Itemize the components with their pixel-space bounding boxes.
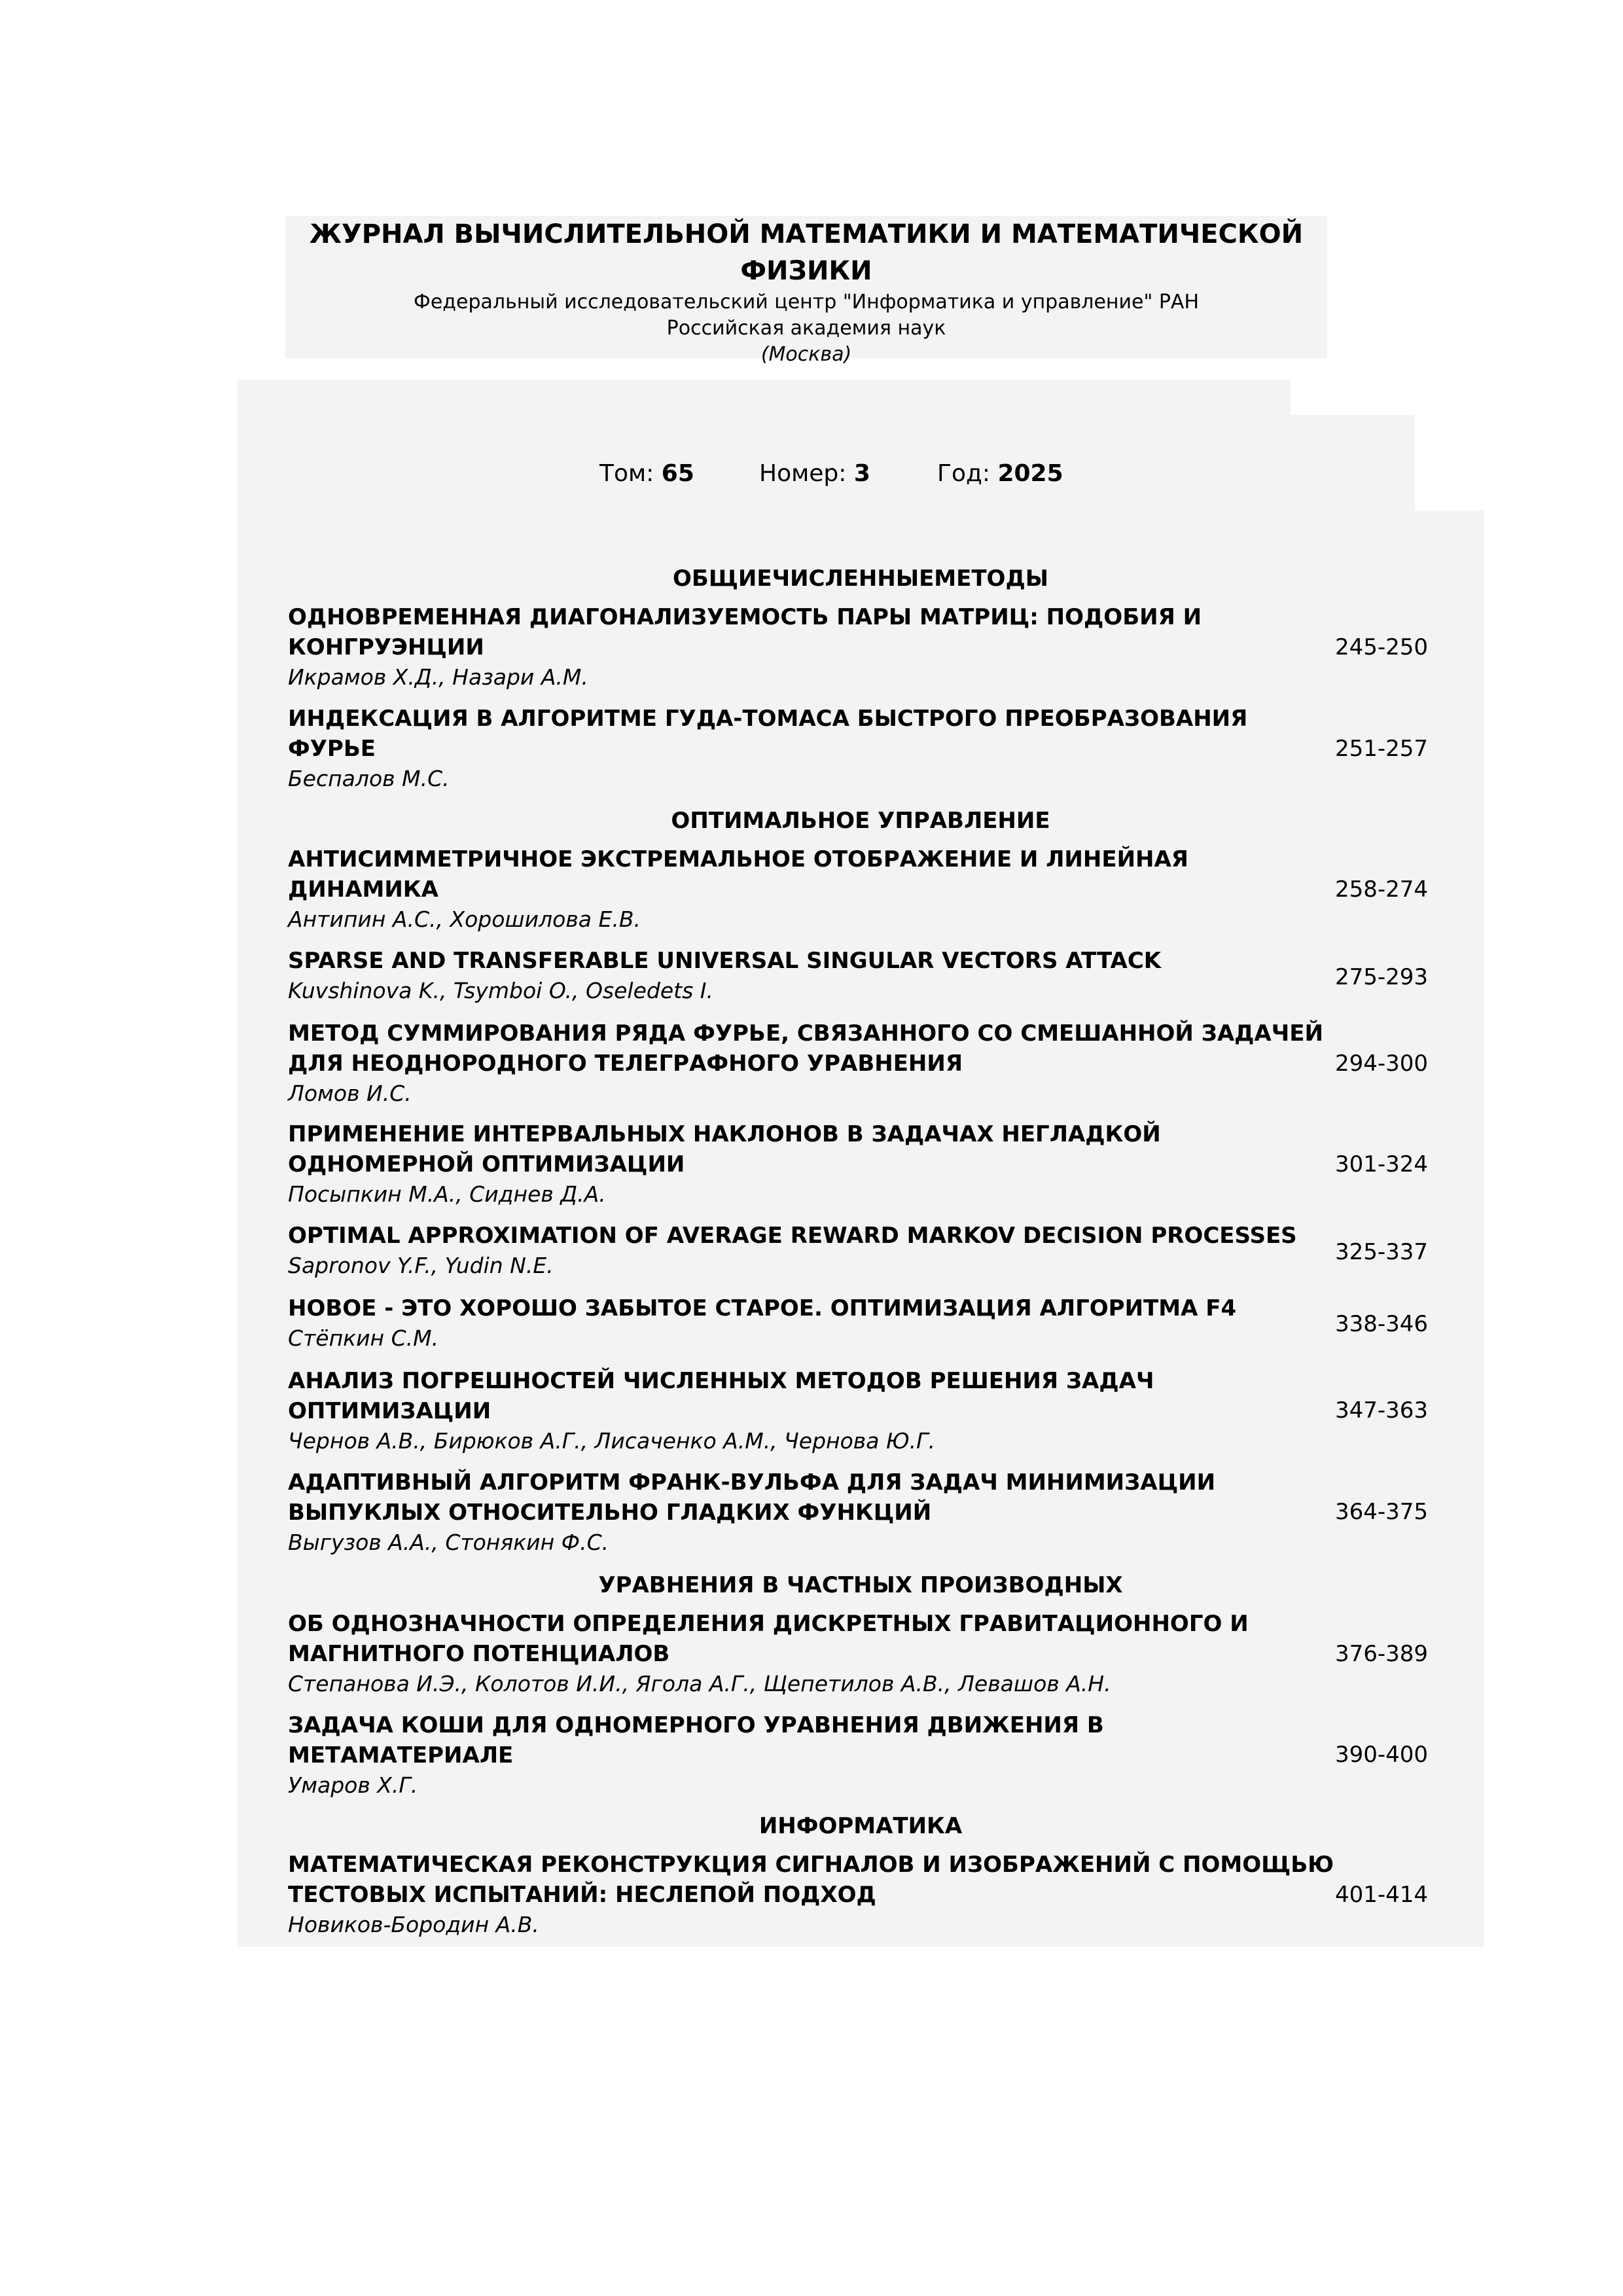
article-pages: 245-250 — [1335, 634, 1429, 660]
article-authors: Икрамов Х.Д., Назари А.М. — [288, 664, 588, 690]
article-pages: 364-375 — [1335, 1499, 1429, 1525]
article-title[interactable]: ЗАДАЧА КОШИ ДЛЯ ОДНОМЕРНОГО УРАВНЕНИЯ ДВИЖЕНИЯ В МЕТАМАТЕРИАЛЕ — [288, 1712, 1104, 1768]
article — [288, 1221, 1335, 1281]
article-pages: 294-300 — [1335, 1050, 1429, 1077]
article-title[interactable]: НОВОЕ - ЭТО ХОРОШО ЗАБЫТОЕ СТАРОЕ. ОПТИМИЗАЦИЯ АЛГОРИТМА F4 — [288, 1295, 1237, 1321]
article — [288, 1018, 1335, 1109]
article — [288, 704, 1335, 794]
article — [288, 1850, 1335, 1940]
article-title[interactable]: ПРИМЕНЕНИЕ ИНТЕРВАЛЬНЫХ НАКЛОНОВ В ЗАДАЧАХ НЕГЛАДКОЙ ОДНОМЕРНОЙ ОПТИМИЗАЦИИ — [288, 1121, 1161, 1177]
journal-city: (Москва) — [760, 343, 852, 366]
article-pages: 390-400 — [1335, 1742, 1429, 1768]
article-authors: Выгузов А.А., Стонякин Ф.С. — [288, 1530, 609, 1555]
year — [937, 459, 1063, 488]
article — [288, 1366, 1335, 1456]
number-label: Номер: — [759, 460, 847, 487]
number-value: 3 — [853, 460, 870, 487]
year-value: 2025 — [997, 460, 1063, 487]
volume — [599, 459, 694, 488]
article-title[interactable]: АНАЛИЗ ПОГРЕШНОСТЕЙ ЧИСЛЕННЫХ МЕТОДОВ РЕШЕНИЯ ЗАДАЧ ОПТИМИЗАЦИИ — [288, 1368, 1154, 1424]
section-title: ИНФОРМАТИКА — [758, 1813, 963, 1839]
article-pages: 275-293 — [1335, 964, 1429, 990]
article-title[interactable]: SPARSE AND TRANSFERABLE UNIVERSAL SINGULAR VECTORS ATTACK — [288, 948, 1162, 974]
article-pages: 301-324 — [1335, 1151, 1429, 1177]
article-pages: 258-274 — [1335, 876, 1429, 903]
article-title[interactable]: OPTIMAL APPROXIMATION OF AVERAGE REWARD MARKOV DECISION PROCESSES — [288, 1223, 1297, 1249]
article-title[interactable]: МЕТОД СУММИРОВАНИЯ РЯДА ФУРЬЕ, СВЯЗАННОГО СО СМЕШАННОЙ ЗАДАЧЕЙ ДЛЯ НЕОДНОРОДНОГО ТЕЛЕГРАФНОГО УРАВНЕНИЯ — [288, 1020, 1323, 1077]
article-pages: 401-414 — [1335, 1882, 1429, 1908]
journal-title: ЖУРНАЛ ВЫЧИСЛИТЕЛЬНОЙ МАТЕМАТИКИ И МАТЕМАТИЧЕСКОЙ ФИЗИКИ — [309, 219, 1304, 286]
article-pages: 347-363 — [1335, 1397, 1429, 1424]
article-authors: Чернов А.В., Бирюков А.Г., Лисаченко А.М., Чернова Ю.Г. — [288, 1428, 935, 1454]
article-authors: Sapronov Y.F., Yudin N.E. — [288, 1253, 554, 1278]
section-title: ОПТИМАЛЬНОЕ УПРАВЛЕНИЕ — [671, 808, 1050, 834]
article — [288, 1609, 1335, 1699]
volume-label: Том: — [599, 460, 654, 487]
article-authors: Стёпкин С.М. — [288, 1325, 439, 1351]
article-title[interactable]: ОБ ОДНОЗНАЧНОСТИ ОПРЕДЕЛЕНИЯ ДИСКРЕТНЫХ ГРАВИТАЦИОННОГО И МАГНИТНОГО ПОТЕНЦИАЛОВ — [288, 1611, 1249, 1667]
section-title: ОБЩИЕЧИСЛЕННЫЕМЕТОДЫ — [673, 565, 1048, 592]
article-authors: Степанова И.Э., Колотов И.И., Ягола А.Г., Щепетилов А.В., Левашов А.Н. — [288, 1671, 1111, 1696]
article-authors: Антипин А.С., Хорошилова Е.В. — [288, 906, 641, 932]
year-label: Год: — [937, 460, 990, 487]
article-pages: 338-346 — [1335, 1311, 1429, 1337]
article-title[interactable]: АДАПТИВНЫЙ АЛГОРИТМ ФРАНК-ВУЛЬФА ДЛЯ ЗАДАЧ МИНИМИЗАЦИИ ВЫПУКЛЫХ ОТНОСИТЕЛЬНО ГЛАДКИХ ФУНКЦИЙ — [288, 1469, 1216, 1526]
article-authors: Посыпкин М.А., Сиднев Д.А. — [288, 1181, 606, 1207]
article-pages: 325-337 — [1335, 1239, 1429, 1265]
volume-value: 65 — [661, 460, 694, 487]
article — [288, 844, 1335, 935]
article-authors: Беспалов М.С. — [288, 766, 450, 791]
article-authors: Ломов И.С. — [288, 1081, 412, 1106]
article-title[interactable]: ОДНОВРЕМЕННАЯ ДИАГОНАЛИЗУЕМОСТЬ ПАРЫ МАТРИЦ: ПОДОБИЯ И КОНГРУЭНЦИИ — [288, 604, 1202, 660]
article — [288, 946, 1335, 1006]
article-title[interactable]: АНТИСИММЕТРИЧНОЕ ЭКСТРЕМАЛЬНОЕ ОТОБРАЖЕНИЕ И ЛИНЕЙНАЯ ДИНАМИКА — [288, 846, 1188, 903]
article-authors: Kuvshinova K., Tsymboi O., Oseledets I. — [288, 978, 713, 1003]
number — [759, 459, 870, 488]
journal-header — [285, 216, 1327, 366]
article — [288, 602, 1335, 692]
journal-publisher: Федеральный исследовательский центр "Информатика и управление" РАН — [414, 291, 1199, 314]
article-authors: Умаров Х.Г. — [288, 1772, 418, 1798]
article — [288, 1119, 1335, 1210]
article-authors: Новиков-Бородин А.В. — [288, 1912, 539, 1937]
article-title[interactable]: ИНДЕКСАЦИЯ В АЛГОРИТМЕ ГУДА-ТОМАСА БЫСТРОГО ПРЕОБРАЗОВАНИЯ ФУРЬЕ — [288, 706, 1248, 762]
article — [288, 1467, 1335, 1558]
issue-panel — [237, 380, 1291, 511]
issue-panel-extension — [1291, 415, 1415, 511]
article-title[interactable]: МАТЕМАТИЧЕСКАЯ РЕКОНСТРУКЦИЯ СИГНАЛОВ И ИЗОБРАЖЕНИЙ С ПОМОЩЬЮ ТЕСТОВЫХ ИСПЫТАНИЙ: НЕСЛЕПОЙ ПОДХОД — [288, 1852, 1334, 1908]
journal-academy: Российская академия наук — [666, 317, 946, 340]
section-title: УРАВНЕНИЯ В ЧАСТНЫХ ПРОИЗВОДНЫХ — [598, 1572, 1123, 1598]
article-pages: 251-257 — [1335, 736, 1429, 762]
article — [288, 1293, 1335, 1354]
article-pages: 376-389 — [1335, 1641, 1429, 1667]
article — [288, 1710, 1335, 1801]
